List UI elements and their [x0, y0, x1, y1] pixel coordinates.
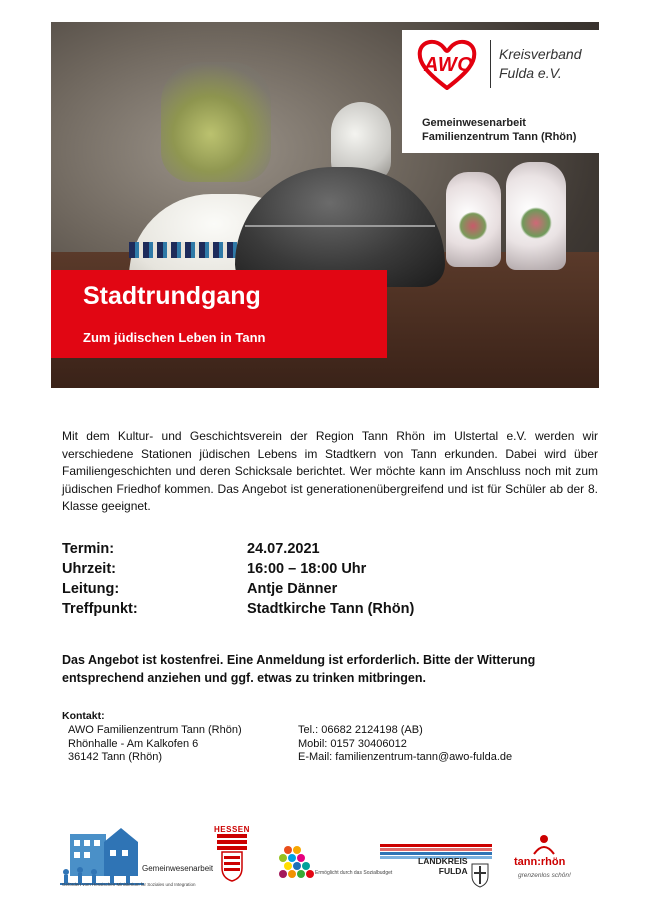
logo-divider: [490, 40, 491, 88]
hessen-label: HESSEN: [214, 825, 250, 834]
sponsor-logos: [0, 812, 650, 892]
phone-line: Tel.: 06682 2124198 (AB): [298, 724, 423, 736]
tann-slogan: grenzenlos schön!: [518, 872, 571, 879]
sponsor-note: Gefördert vom Hessischen Ministerium für Soziales und Integration: [62, 882, 196, 887]
intro-paragraph: Mit dem Kultur- und Geschichtsverein der Region Tann Rhön im Ulstertal e.V. werden wir verschiedene Stationen jüdischen Lebens im Stadtkern von Tann erkunden. Dabei wird über Familiengeschichten und deren Schicksale berichtet. Wer möchte kann im Anschluss noch mit zum jüdischen Friedhof kommen. Das Angebot ist generationenübergreifend und ist für Schüler ab der 8. Klasse geeignet.: [62, 429, 598, 513]
glass-jar: [161, 62, 271, 182]
detail-value: 16:00 – 18:00 Uhr: [247, 561, 367, 577]
detail-label: Uhrzeit:: [62, 561, 116, 577]
detail-value: 24.07.2021: [247, 541, 320, 557]
porcelain-pot: [506, 162, 566, 270]
logo-line-2: Fulda e.V.: [499, 65, 562, 81]
landkreis-label: [418, 856, 468, 876]
title-banner: [51, 270, 387, 358]
page-subtitle: Zum jüdischen Leben in Tann: [83, 330, 266, 345]
porcelain-pot: [446, 172, 501, 267]
detail-value: Stadtkirche Tann (Rhön): [247, 601, 415, 617]
notice-text: Das Angebot ist kostenfrei. Eine Anmeldung ist erforderlich. Bitte der Witterung entsprechend anziehen und ggf. etwas zu trinken mitbringen.: [62, 653, 536, 685]
tann-figure-icon: [530, 834, 558, 856]
sozialbudget-label: Ermöglicht durch das Sozialbudget: [315, 870, 393, 876]
detail-label: Leitung:: [62, 581, 120, 597]
tann-logo-text: tann:rhön: [514, 856, 566, 868]
logo-line-1: Kreisverband: [499, 46, 582, 62]
detail-label: Termin:: [62, 541, 115, 557]
email-link[interactable]: E-Mail: familienzentrum-tann@awo-fulda.de: [298, 751, 513, 763]
tann-rhoen-logo: [508, 834, 588, 890]
awo-logo: [402, 30, 599, 101]
page-title: Stadtrundgang: [83, 282, 261, 310]
dark-kippa: [235, 167, 445, 287]
sozialbudget-logo: [278, 842, 368, 888]
gemeinwesenarbeit-label: Gemeinwesenarbeit: [142, 864, 214, 873]
landkreis-line-2: FULDA: [438, 866, 468, 876]
landkreis-line-1: LANDKREIS: [418, 856, 468, 866]
detail-value: Antje Dänner: [247, 581, 338, 597]
address-line: 36142 Tann (Rhön): [68, 751, 162, 763]
mobile-line: Mobil: 0157 30406012: [298, 737, 407, 750]
hessen-logo: [217, 834, 247, 882]
contact-heading: Kontakt:: [62, 710, 105, 722]
org-line-2: Familienzentrum Tann (Rhön): [422, 131, 577, 143]
contact-address: [68, 724, 242, 765]
contact-phone: [298, 724, 512, 765]
org-label: [402, 101, 599, 153]
detail-label: Treffpunkt:: [62, 601, 138, 617]
awo-brand: AWO: [424, 54, 474, 76]
org-line-1: Gemeinwesenarbeit: [422, 117, 526, 129]
address-line: AWO Familienzentrum Tann (Rhön): [68, 724, 242, 736]
address-line: Rhönhalle - Am Kalkofen 6: [68, 737, 199, 750]
